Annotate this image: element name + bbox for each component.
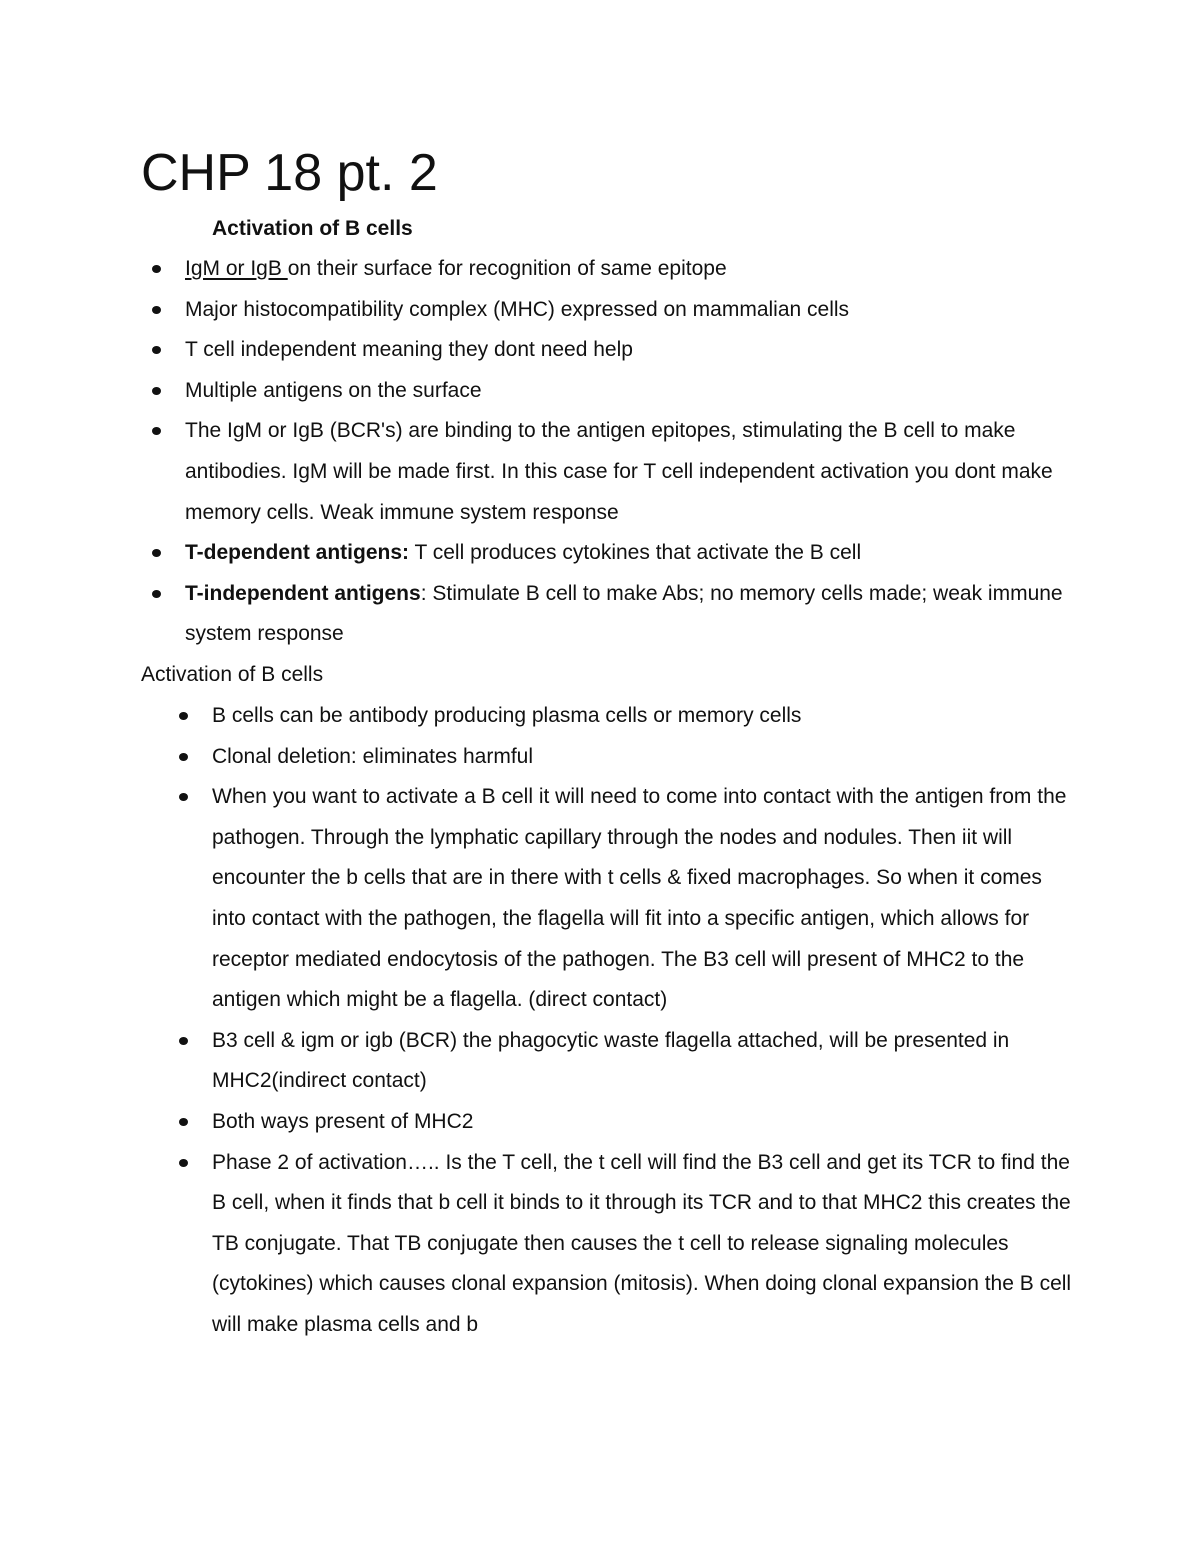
list-item-text: Multiple antigens on the surface xyxy=(185,378,482,402)
list-item xyxy=(176,696,1076,737)
list-item-text: B cells can be antibody producing plasma cells or memory cells xyxy=(212,704,802,727)
bullet-icon xyxy=(179,712,188,720)
bullet-icon xyxy=(179,1037,188,1045)
list-item xyxy=(149,290,1069,331)
list-item-text: Major histocompatibility complex (MHC) expressed on mammalian cells xyxy=(185,297,850,321)
list-item xyxy=(176,1143,1072,1346)
bullet-icon xyxy=(179,753,188,761)
section1-heading: Activation of B cells xyxy=(212,217,413,240)
bullet-icon xyxy=(179,793,188,801)
bullet-icon xyxy=(152,590,161,598)
underlined-term: IgM or IgB xyxy=(185,257,288,280)
list-item-text: Clonal deletion: eliminates harmful xyxy=(212,744,533,768)
section2-bullet-list xyxy=(176,696,1076,1346)
list-item xyxy=(176,1021,1032,1102)
bullet-icon xyxy=(179,1159,188,1167)
bold-term: T-independent antigens xyxy=(185,581,421,605)
section1-bullet-list xyxy=(149,249,1069,655)
list-item xyxy=(149,533,1069,574)
list-item-text: Both ways present of MHC2 xyxy=(212,1109,474,1133)
list-item-text: T cell produces cytokines that activate the B cell xyxy=(409,541,862,565)
document-title: CHP 18 pt. 2 xyxy=(141,144,438,202)
list-item xyxy=(149,411,1065,533)
list-item-text: The IgM or IgB (BCR's) are binding to the antigen epitopes, stimulating the B cell to make antibodies. IgM will be made first. In this case for T cell independent activation you dont make memory cells. Weak immune system response xyxy=(185,419,1053,524)
list-item-text: T cell independent meaning they dont need help xyxy=(185,338,633,362)
list-item-text: B3 cell & igm or igb (BCR) the phagocytic waste flagella attached, will be presented in MHC2(indirect contact) xyxy=(212,1028,1010,1093)
bullet-icon xyxy=(152,265,161,273)
list-item xyxy=(149,249,1069,290)
list-item xyxy=(176,777,1072,1021)
list-item xyxy=(149,330,1069,371)
bullet-icon xyxy=(152,549,161,557)
list-item-text: : Stimulate B cell to make Abs; no memory cells made; weak immune system response xyxy=(185,581,1063,646)
bullet-icon xyxy=(152,306,161,314)
list-item-text: Phase 2 of activation….. Is the T cell, the t cell will find the B3 cell and get its TCR to find the B cell, when it finds that b cell it binds to it through its TCR and to that MHC2 this creates the TB conjugate. That TB conjugate then causes the t cell to release signaling molecules (cytokines) which causes clonal expansion (mitosis). When doing clonal expansion the B cell will make plasma cells and b xyxy=(212,1150,1072,1336)
list-item xyxy=(176,737,1076,778)
list-item xyxy=(176,1102,1076,1143)
bullet-icon xyxy=(152,387,161,395)
bullet-icon xyxy=(152,427,161,435)
section2-heading: Activation of B cells xyxy=(141,663,324,686)
bold-term: T-dependent antigens: xyxy=(185,541,410,565)
bullet-icon xyxy=(179,1118,188,1126)
list-item xyxy=(149,371,1069,412)
bullet-icon xyxy=(152,346,161,354)
list-item-text: When you want to activate a B cell it will need to come into contact with the antigen from the pathogen. Through the lymphatic capillary through the nodes and nodules. Then iit will encounter the b cells that are in there with t cells & fixed macrophages. So when it comes into contact with the pathogen, the flagella will fit into a specific antigen, which allows for receptor mediated endocytosis of the pathogen. The B3 cell will present of MHC2 to the antigen which might be a flagella. (direct contact) xyxy=(212,785,1067,1012)
list-item-text: on their surface for recognition of same epitope xyxy=(287,257,727,280)
list-item xyxy=(149,574,1065,655)
